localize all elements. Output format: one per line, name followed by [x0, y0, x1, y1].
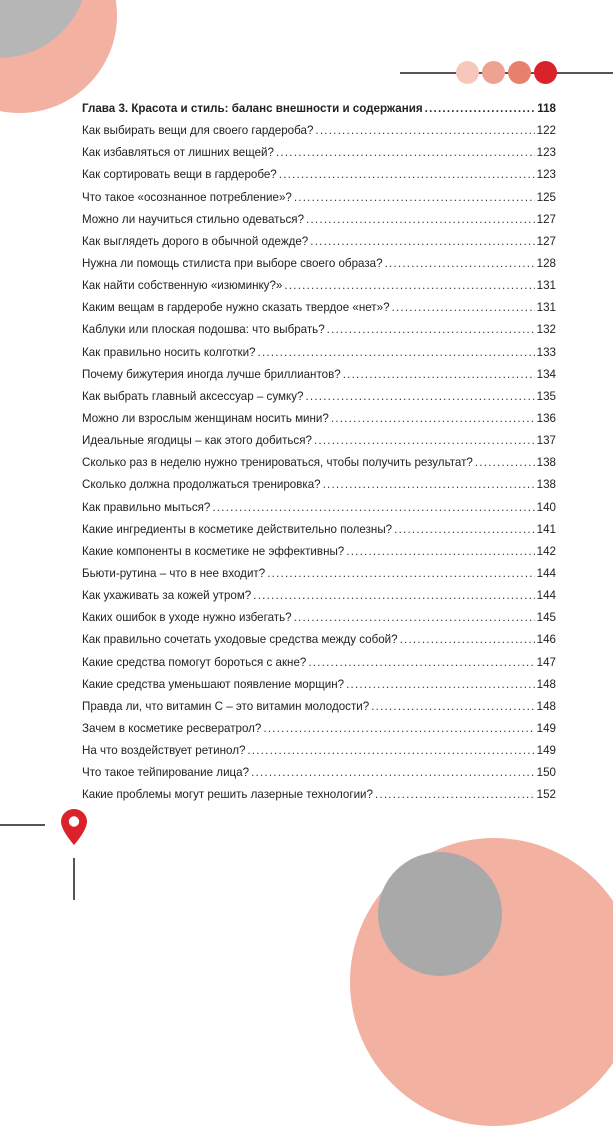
toc-page-number: 125	[536, 190, 556, 204]
toc-dot-leader	[305, 390, 534, 403]
toc-entry-title: Как выбирать вещи для своего гардероба?	[82, 124, 314, 138]
toc-page-number: 150	[536, 766, 556, 780]
toc-entry[interactable]	[82, 722, 556, 744]
toc-chapter-heading[interactable]	[82, 102, 556, 124]
toc-dot-leader	[253, 589, 534, 602]
toc-entry-title: Как выглядеть дорого в обычной одежде?	[82, 234, 309, 248]
toc-page-number: 152	[536, 788, 556, 802]
toc-page-number: 147	[536, 655, 556, 669]
toc-entry-title: Что такое «осознанное потребление»?	[82, 190, 292, 204]
toc-dot-leader	[400, 633, 535, 646]
toc-entry[interactable]	[82, 168, 556, 190]
toc-entry-title: Каких ошибок в уходе нужно избегать?	[82, 611, 292, 625]
toc-dot-leader	[251, 766, 535, 779]
toc-entry[interactable]	[82, 412, 556, 434]
toc-page-number: 142	[536, 544, 556, 558]
toc-entry-title: Правда ли, что витамин С – это витамин молодости?	[82, 699, 370, 713]
toc-dot-leader	[314, 434, 535, 447]
toc-dot-leader	[475, 456, 535, 469]
toc-dot-leader	[346, 545, 534, 558]
toc-dot-leader	[346, 678, 535, 691]
toc-dot-leader	[308, 656, 534, 669]
toc-entry[interactable]	[82, 678, 556, 700]
toc-entry[interactable]	[82, 346, 556, 368]
toc-entry-title: На что воздействует ретинол?	[82, 744, 246, 758]
toc-entry[interactable]	[82, 146, 556, 168]
toc-page-number: 136	[536, 411, 556, 425]
toc-entry-title: Какие средства уменьшают появление морщин?	[82, 677, 345, 691]
decorative-dot-4	[534, 61, 557, 84]
toc-entry-title: Какие ингредиенты в косметике действительно полезны?	[82, 522, 393, 536]
toc-dot-leader	[247, 744, 534, 757]
toc-dot-leader	[394, 523, 535, 536]
toc-entry[interactable]	[82, 589, 556, 611]
toc-entry[interactable]	[82, 766, 556, 788]
toc-page-number: 145	[536, 611, 556, 625]
toc-dot-leader	[279, 168, 535, 181]
toc-page-number: 123	[536, 146, 556, 160]
toc-dot-leader	[258, 346, 535, 359]
toc-dot-leader	[267, 567, 534, 580]
toc-entry-title: Какие средства помогут бороться с акне?	[82, 655, 307, 669]
toc-entry-title: Каблуки или плоская подошва: что выбрать?	[82, 323, 325, 337]
toc-page-number: 127	[536, 234, 556, 248]
toc-entry-title: Какие проблемы могут решить лазерные технологии?	[82, 788, 373, 802]
toc-page-number: 148	[536, 699, 556, 713]
map-pin-icon	[60, 808, 88, 846]
toc-page-number: 134	[536, 367, 556, 381]
toc-entry-title: Сколько должна продолжаться тренировка?	[82, 478, 321, 492]
toc-dot-leader	[284, 279, 534, 292]
toc-entry-title: Сколько раз в неделю нужно тренироваться, чтобы получить результат?	[82, 456, 473, 470]
footer-vertical-line	[73, 858, 75, 900]
toc-entry[interactable]	[82, 456, 556, 478]
toc-dot-leader	[343, 368, 535, 381]
toc-entry[interactable]	[82, 744, 556, 766]
toc-entry[interactable]	[82, 390, 556, 412]
toc-page-number: 132	[536, 323, 556, 337]
toc-entry[interactable]	[82, 124, 556, 146]
toc-entry-title: Почему бижутерия иногда лучше бриллиантов?	[82, 367, 341, 381]
toc-page-number: 138	[536, 456, 556, 470]
toc-entry[interactable]	[82, 235, 556, 257]
toc-entry-title: Как избавляться от лишних вещей?	[82, 146, 274, 160]
toc-dot-leader	[327, 323, 535, 336]
toc-entry-title: Как сортировать вещи в гардеробе?	[82, 168, 277, 182]
toc-entry[interactable]	[82, 257, 556, 279]
toc-dot-leader	[263, 722, 534, 735]
toc-entry[interactable]	[82, 545, 556, 567]
toc-entry-title: Как правильно сочетать уходовые средства между собой?	[82, 633, 398, 647]
toc-page-number: 131	[536, 301, 556, 315]
toc-page-number: 123	[536, 168, 556, 182]
toc-entry-title: Что такое тейпирование лица?	[82, 766, 250, 780]
toc-dot-leader	[375, 788, 535, 801]
toc-entry-title: Как выбрать главный аксессуар – сумку?	[82, 389, 304, 403]
toc-page-number: 149	[536, 744, 556, 758]
toc-entry-title: Как найти собственную «изюминку?»	[82, 279, 283, 293]
toc-entry[interactable]	[82, 788, 556, 810]
toc-entry[interactable]	[82, 567, 556, 589]
toc-page-number: 144	[536, 589, 556, 603]
toc-page-number: 137	[536, 434, 556, 448]
toc-dot-leader	[323, 478, 535, 491]
toc-entry[interactable]	[82, 434, 556, 456]
header-divider-line	[400, 72, 613, 74]
toc-entry-title: Каким вещам в гардеробе нужно сказать твердое «нет»?	[82, 301, 390, 315]
toc-entry[interactable]	[82, 501, 556, 523]
toc-entry[interactable]	[82, 279, 556, 301]
toc-dot-leader	[306, 213, 535, 226]
decorative-dot-3	[508, 61, 531, 84]
toc-page-number: 141	[536, 522, 556, 536]
toc-entry-title: Какие компоненты в косметике не эффективны?	[82, 544, 345, 558]
toc-entry-title: Идеальные ягодицы – как этого добиться?	[82, 434, 312, 448]
toc-dot-leader	[331, 412, 535, 425]
toc-entry-title: Можно ли научиться стильно одеваться?	[82, 212, 305, 226]
toc-dot-leader	[385, 257, 535, 270]
toc-entry-title: Как правильно мыться?	[82, 500, 211, 514]
toc-entry[interactable]	[82, 301, 556, 323]
toc-dot-leader	[310, 235, 534, 248]
toc-entry-title: Зачем в косметике ресвератрол?	[82, 721, 262, 735]
toc-dot-leader	[392, 301, 535, 314]
toc-page-number: 146	[536, 633, 556, 647]
toc-entry-title: Как правильно носить колготки?	[82, 345, 256, 359]
toc-entry[interactable]	[82, 700, 556, 722]
toc-entry-title: Можно ли взрослым женщинам носить мини?	[82, 411, 329, 425]
toc-entry-title: Как ухаживать за кожей утром?	[82, 589, 252, 603]
table-of-contents	[82, 102, 556, 811]
toc-entry[interactable]	[82, 478, 556, 500]
toc-dot-leader	[425, 102, 536, 115]
toc-page-number: 122	[536, 124, 556, 138]
toc-dot-leader	[315, 124, 534, 137]
decorative-dot-1	[456, 61, 479, 84]
toc-page-number: 127	[536, 212, 556, 226]
toc-page-number: 133	[536, 345, 556, 359]
toc-page-number: 131	[536, 279, 556, 293]
toc-page-number: 138	[536, 478, 556, 492]
toc-dot-leader	[294, 191, 535, 204]
toc-entry[interactable]	[82, 656, 556, 678]
decorative-dot-2	[482, 61, 505, 84]
toc-page-number: 144	[536, 566, 556, 580]
toc-dot-leader	[212, 501, 534, 514]
footer-divider-line	[0, 824, 45, 826]
decorative-circle-gray-bottom	[378, 852, 502, 976]
toc-page-number: 135	[536, 389, 556, 403]
toc-entry-title: Глава 3. Красота и стиль: баланс внешности и содержания	[82, 102, 423, 115]
toc-entry-title: Бьюти-рутина – что в нее входит?	[82, 566, 266, 580]
toc-entry-title: Нужна ли помощь стилиста при выборе своего образа?	[82, 256, 383, 270]
toc-entry[interactable]	[82, 523, 556, 545]
toc-entry[interactable]	[82, 611, 556, 633]
toc-dot-leader	[294, 611, 535, 624]
toc-dot-leader	[276, 146, 535, 159]
toc-entry[interactable]	[82, 323, 556, 345]
toc-page-number: 148	[536, 677, 556, 691]
toc-page-number: 140	[536, 500, 556, 514]
toc-page-number: 118	[537, 102, 556, 115]
toc-entry[interactable]	[82, 213, 556, 235]
toc-entry[interactable]	[82, 633, 556, 655]
toc-dot-leader	[371, 700, 534, 713]
toc-page-number: 149	[536, 721, 556, 735]
toc-page-number: 128	[536, 256, 556, 270]
toc-entry[interactable]	[82, 191, 556, 213]
toc-entry[interactable]	[82, 368, 556, 390]
